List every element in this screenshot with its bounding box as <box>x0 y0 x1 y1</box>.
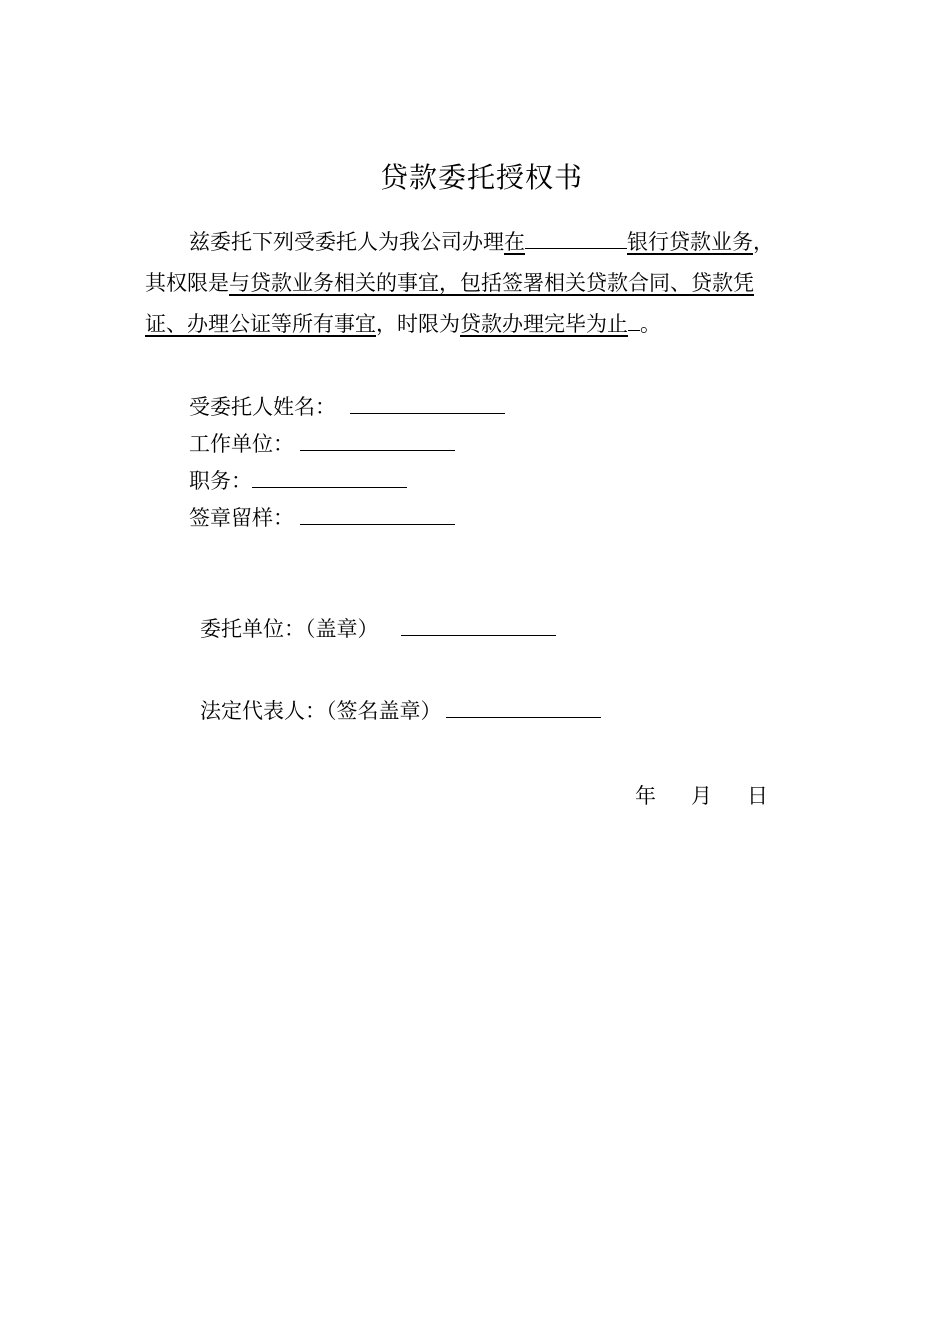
date-month: 月 <box>691 784 712 808</box>
seal-sample-row <box>189 500 455 532</box>
position-label: 职务： <box>189 469 252 493</box>
agent-name-blank[interactable] <box>350 389 505 414</box>
paragraph-text: 其权限是 <box>145 271 229 295</box>
position-blank[interactable] <box>252 463 407 488</box>
date-line <box>635 780 768 810</box>
paragraph-line-1 <box>145 222 810 263</box>
document-title: 贷款委托授权书 <box>379 161 583 194</box>
seal-sample-blank[interactable] <box>300 500 455 525</box>
work-unit-label: 工作单位： <box>189 432 294 456</box>
authorization-paragraph <box>145 222 810 345</box>
seal-sample-label: 签章留样： <box>189 506 294 530</box>
agent-name-row <box>189 389 505 421</box>
paragraph-text: 兹委托下列受委托人为我公司办理 <box>189 230 504 254</box>
paragraph-punct: ， <box>753 230 774 254</box>
scope-text-cont: 证、办理公证等所有事宜 <box>145 312 376 336</box>
agent-name-label: 受委托人姓名： <box>189 395 336 419</box>
paragraph-line-3 <box>145 304 810 345</box>
paragraph-text: ，时限为 <box>376 312 460 336</box>
date-day: 日 <box>747 784 768 808</box>
entrusting-unit-label: 委托单位：（盖章） <box>200 617 379 641</box>
work-unit-blank[interactable] <box>300 426 455 451</box>
paragraph-punct: 。 <box>640 312 661 336</box>
bank-prefix: 在 <box>504 230 525 254</box>
legal-rep-blank[interactable] <box>446 693 601 718</box>
position-row <box>189 463 407 495</box>
scope-text: 与贷款业务相关的事宜，包括签署相关贷款合同、贷款凭 <box>229 271 754 295</box>
date-year: 年 <box>635 784 656 808</box>
paragraph-line-2 <box>145 263 810 304</box>
entrusting-unit-row <box>200 611 556 643</box>
term-trailing-underline <box>628 306 640 331</box>
entrusting-unit-blank[interactable] <box>401 611 556 636</box>
legal-rep-label: 法定代表人：（签名盖章） <box>200 699 442 723</box>
term-text: 贷款办理完毕为止 <box>460 312 628 336</box>
legal-rep-row <box>200 693 601 725</box>
work-unit-row <box>189 426 455 458</box>
bank-name-blank[interactable] <box>525 224 627 249</box>
bank-business-text: 银行贷款业务 <box>627 230 753 254</box>
